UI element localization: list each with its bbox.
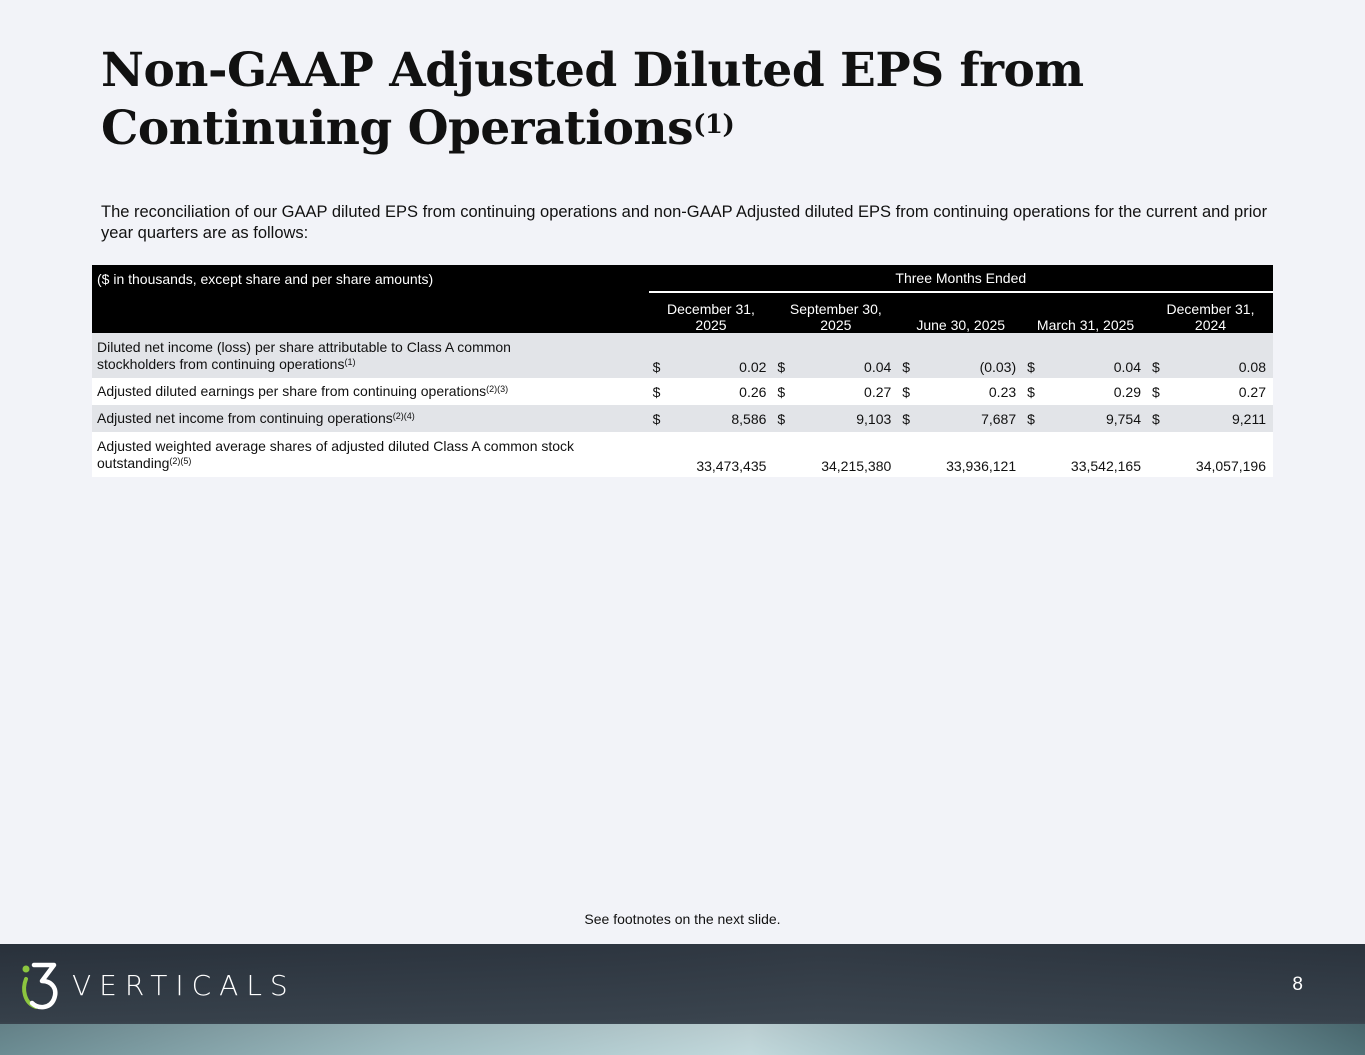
row-label: Adjusted diluted earnings per share from continuing operations$^{(2)(3)}$ [92,378,649,405]
currency-symbol: $ [649,405,671,432]
slide-title-line2 [101,100,1201,158]
currency-symbol: $ [1148,333,1170,378]
cell-value: 0.27 [795,378,898,405]
currency-symbol: $ [773,333,795,378]
slide-title-line2-text: Continuing Operations [101,101,694,156]
row-label: Adjusted net income from continuing operations$^{(2)(4)}$ [92,405,649,432]
currency-symbol: $ [1023,378,1045,405]
cell-value: 7,687 [920,405,1023,432]
table-row [92,333,1273,378]
i3-logo-icon [20,959,60,1011]
header-blank [92,292,649,333]
cell-value: 0.23 [920,378,1023,405]
page-number: 8 [1292,974,1303,995]
reconciliation-table [92,265,1273,477]
currency-symbol: $ [898,333,920,378]
cell-value: 0.27 [1170,378,1273,405]
column-header: December 31, 2025 [649,292,774,333]
row-label: Adjusted weighted average shares of adjusted diluted Class A common stock outstanding$^{(2)(5)}$ [92,432,649,477]
currency-symbol [1148,432,1170,477]
slide-title [101,42,1201,158]
currency-symbol: $ [1023,405,1045,432]
column-header: June 30, 2025 [898,292,1023,333]
cell-value: (0.03) [920,333,1023,378]
cell-value: 0.26 [671,378,774,405]
table-row [92,405,1273,432]
table-row [92,378,1273,405]
column-header: September 30, 2025 [773,292,898,333]
currency-symbol: $ [1148,405,1170,432]
currency-symbol [1023,432,1045,477]
currency-symbol: $ [1023,333,1045,378]
currency-symbol [773,432,795,477]
cell-value: 0.04 [1045,333,1148,378]
column-header: December 31, 2024 [1148,292,1273,333]
cell-value: 9,211 [1170,405,1273,432]
currency-symbol: $ [773,405,795,432]
currency-symbol: $ [1148,378,1170,405]
currency-symbol: $ [649,333,671,378]
cell-value: 33,542,165 [1045,432,1148,477]
cell-value: 33,936,121 [920,432,1023,477]
period-header: Three Months Ended [649,265,1273,292]
currency-symbol: $ [898,378,920,405]
logo-wordmark: VERTICALS [72,968,296,1002]
cell-value: 0.29 [1045,378,1148,405]
row-label: Diluted net income (loss) per share attributable to Class A common stockholders from continuing operations$^{(1)}$ [92,333,649,378]
slide-title-line1: Non-GAAP Adjusted Diluted EPS from [101,43,1084,98]
footnote-note: See footnotes on the next slide. [584,911,781,927]
cell-value: 0.04 [795,333,898,378]
cell-value: 0.08 [1170,333,1273,378]
company-logo [20,959,296,1011]
currency-symbol: $ [898,405,920,432]
cell-value: 34,215,380 [795,432,898,477]
currency-symbol: $ [649,378,671,405]
cell-value: 9,103 [795,405,898,432]
currency-symbol [898,432,920,477]
table-header-row-2 [92,292,1273,333]
cell-value: 0.02 [671,333,774,378]
footer-band [0,1024,1365,1055]
currency-symbol [649,432,671,477]
column-header: March 31, 2025 [1023,292,1148,333]
cell-value: 33,473,435 [671,432,774,477]
table-row [92,432,1273,477]
units-label: ($ in thousands, except share and per share amounts) [92,265,649,292]
cell-value: 8,586 [671,405,774,432]
slide-footer [0,944,1365,1055]
intro-paragraph: The reconciliation of our GAAP diluted EPS from continuing operations and non-GAAP Adjusted diluted EPS from continuing operations for the current and prior year quarters are as follows: [101,203,1268,242]
currency-symbol: $ [773,378,795,405]
cell-value: 9,754 [1045,405,1148,432]
slide-title-footnote-ref: (1) [693,110,735,140]
table-header-row-1 [92,265,1273,292]
cell-value: 34,057,196 [1170,432,1273,477]
